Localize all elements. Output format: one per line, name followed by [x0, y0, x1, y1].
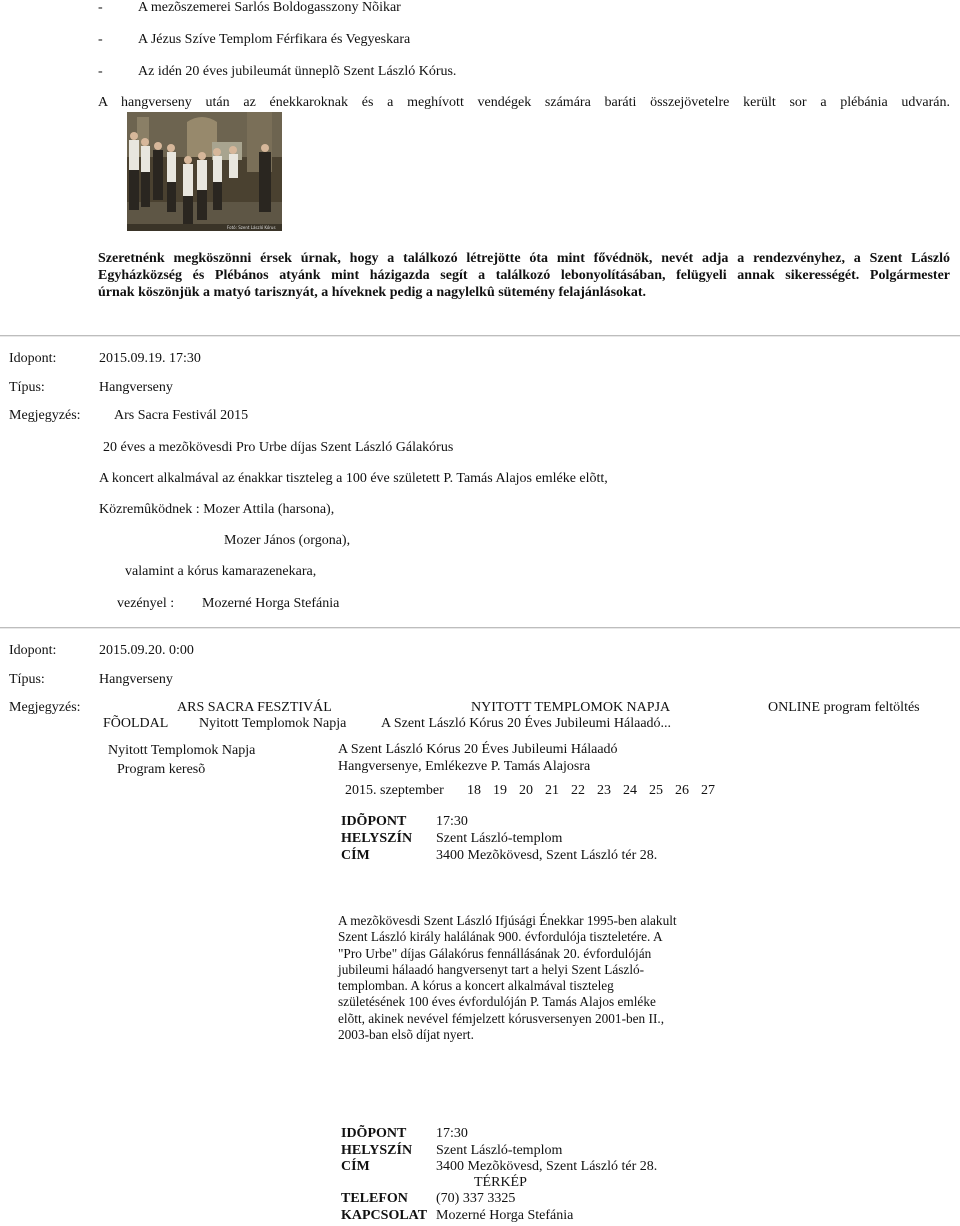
tipus-value: Hangverseny [99, 672, 173, 687]
side-link-program-kereso[interactable]: Program keresõ [117, 762, 206, 777]
list-dash: - [98, 32, 103, 47]
list-item: A Jézus Szíve Templom Férfikara és Vegyeskara [138, 32, 411, 47]
description-line: A mezõkövesdi Szent László Ifjúsági Énekkar 1995-ben alakult [338, 913, 677, 928]
month-label: 2015. szeptember [345, 783, 444, 798]
day-link[interactable]: 24 [623, 783, 637, 798]
tipus-value: Hangverseny [99, 380, 173, 395]
info-key: HELYSZÍN [341, 1143, 413, 1158]
day-link[interactable]: 23 [597, 783, 611, 798]
photo-caption: Fotó: Szent László Kórus [227, 225, 276, 230]
info-value: 3400 Mezõkövesd, Szent László tér 28. [436, 848, 658, 863]
list-dash: - [98, 64, 103, 79]
day-link[interactable]: 18 [467, 783, 481, 798]
event-line: Közremûködnek : Mozer Attila (harsona), [99, 502, 335, 517]
info-value: (70) 337 3325 [436, 1191, 516, 1206]
day-link[interactable]: 20 [519, 783, 533, 798]
megjegyzes-value: Ars Sacra Festivál 2015 [114, 408, 249, 423]
idopont-value: 2015.09.19. 17:30 [99, 351, 201, 366]
thanks-line: Szeretnénk megköszönni érsek úrnak, hogy a találkozó létrejötte óta mint fővédnök, nevét adja a rendezvényhez, a Szent László [98, 251, 950, 266]
breadcrumb-current: A Szent László Kórus 20 Éves Jubileumi Hálaadó... [381, 716, 672, 731]
map-link[interactable]: TÉRKÉP [474, 1175, 527, 1190]
info-value: Mozerné Horga Stefánia [436, 1208, 574, 1223]
event-title: A Szent László Kórus 20 Éves Jubileumi Hálaadó [338, 742, 618, 757]
conductor-name: Mozerné Horga Stefánia [202, 596, 340, 611]
info-value: 3400 Mezõkövesd, Szent László tér 28. [436, 1159, 658, 1174]
list-item: Az idén 20 éves jubileumát ünneplõ Szent László Kórus. [138, 64, 457, 79]
day-link[interactable]: 21 [545, 783, 559, 798]
description-line: "Pro Urbe" díjas Gálakórus fennállásának 20. évfordulóján [338, 945, 652, 961]
info-key: HELYSZÍN [341, 831, 413, 846]
nav-nyitott-templomok[interactable]: NYITOTT TEMPLOMOK NAPJA [471, 700, 671, 715]
tipus-label: Típus: [9, 672, 45, 687]
day-link[interactable]: 26 [675, 783, 689, 798]
info-value: 17:30 [436, 1126, 468, 1141]
event-line: A koncert alkalmával az énakkar tiszteleg a 100 éve született P. Tamás Alajos emléke elõtt, [99, 471, 608, 486]
reception-paragraph: A hangverseny után az énekkaroknak és a meghívott vendégek számára baráti összejövetelre került sor a plébánia udvarán. [98, 95, 950, 110]
idopont-value: 2015.09.20. 0:00 [99, 643, 194, 658]
event-line: Mozer János (orgona), [224, 533, 351, 548]
choir-photo [127, 112, 282, 231]
info-value: 17:30 [436, 814, 468, 829]
info-key: IDÕPONT [341, 1126, 407, 1141]
description-line: templomban. A kórus a koncert alkalmával tiszteleg [338, 978, 614, 994]
day-link[interactable]: 22 [571, 783, 585, 798]
event-line: 20 éves a mezõkövesdi Pro Urbe díjas Szent László Gálakórus [103, 440, 454, 455]
list-dash: - [98, 0, 103, 15]
thanks-line: úrnak köszönjük a matyó tarisznyát, a híveknek pedig a nagylelkû sütemény felajánlásokat. [98, 285, 647, 300]
description-line: jubileumi hálaadó hangversenyt tart a helyi Szent László- [338, 961, 645, 977]
breadcrumb-home[interactable]: FÕOLDAL [103, 716, 169, 731]
description-line: születésének 100 éves évfordulóján P. Tamás Alajos emléke [338, 994, 656, 1010]
nav-online-program[interactable]: ONLINE program feltöltés [768, 700, 920, 715]
event-description [338, 913, 738, 1043]
megjegyzes-label: Megjegyzés: [9, 700, 81, 715]
day-link[interactable]: 27 [701, 783, 715, 798]
list-item: A mezõszemerei Sarlós Boldogasszony Nõikar [138, 0, 401, 15]
idopont-label: Idopont: [9, 643, 57, 658]
info-key: TELEFON [341, 1191, 408, 1206]
idopont-label: Idopont: [9, 351, 57, 366]
event-title: Hangversenye, Emlékezve P. Tamás Alajosra [338, 759, 591, 774]
breadcrumb-nyitott[interactable]: Nyitott Templomok Napja [199, 716, 347, 731]
info-value: Szent László-templom [436, 831, 563, 846]
info-key: CÍM [341, 1159, 370, 1174]
megjegyzes-label: Megjegyzés: [9, 408, 81, 423]
tipus-label: Típus: [9, 380, 45, 395]
section-divider [0, 335, 960, 336]
thanks-line: Egyházközség és Plébános atyánk mint házigazda segít a találkozó lebonyolításában, felügyeli annak sikerességét. Polgármester [98, 268, 950, 283]
description-line: elõtt, akinek nevével fémjelzett kórusversenyen 2001-ben II., [338, 1010, 665, 1026]
section-divider [0, 627, 960, 628]
info-key: KAPCSOLAT [341, 1208, 428, 1223]
conductor-label: vezényel : [117, 596, 175, 611]
info-key: CÍM [341, 848, 370, 863]
info-value: Szent László-templom [436, 1143, 563, 1158]
nav-ars-sacra[interactable]: ARS SACRA FESZTIVÁL [177, 700, 332, 715]
day-link[interactable]: 25 [649, 783, 663, 798]
day-link[interactable]: 19 [493, 783, 507, 798]
side-link-nyitott[interactable]: Nyitott Templomok Napja [108, 743, 256, 758]
description-line: Szent László király halálának 900. évfordulója tiszteletére. A [338, 929, 663, 945]
info-key: IDÕPONT [341, 814, 407, 829]
event-line: valamint a kórus kamarazenekara, [125, 564, 317, 579]
description-line: 2003-ban elsõ díjat nyert. [338, 1027, 474, 1043]
